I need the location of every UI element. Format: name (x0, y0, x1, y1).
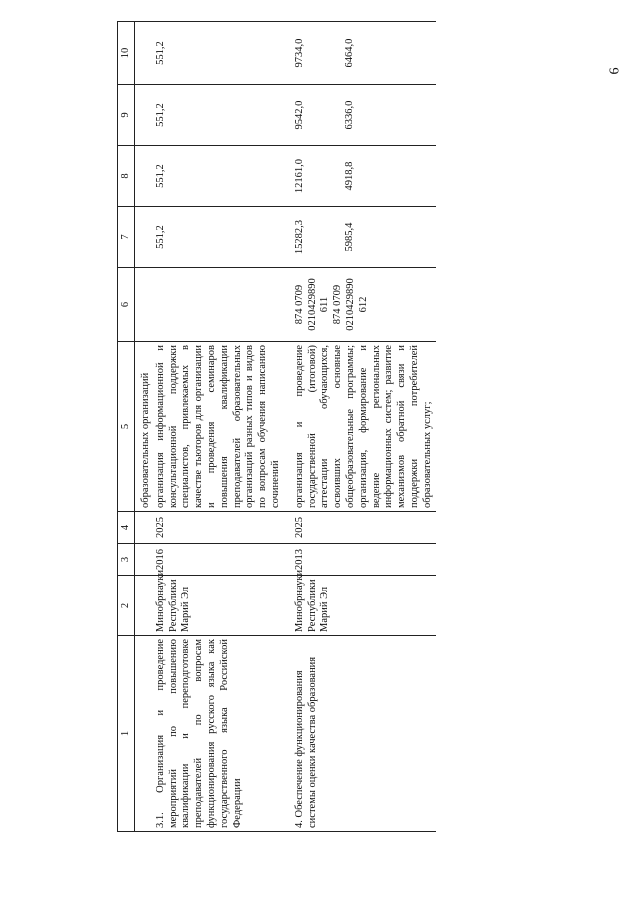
end-year-cell: 2025 (293, 512, 436, 544)
value-cell (293, 22, 436, 85)
value-spacer (307, 149, 344, 203)
value-cell (293, 207, 436, 268)
column-header: 9 (118, 85, 135, 146)
table-row (293, 22, 436, 832)
start-year-cell: 2013 (293, 544, 436, 576)
description-cell: образовательных организаций (139, 342, 154, 512)
budget-code-line: 612 (357, 296, 369, 313)
rotated-table-wrapper (117, 22, 637, 832)
budget-code-cell (154, 268, 293, 342)
value-line: 551,2 (154, 164, 166, 188)
description-cell: организация и проведение государственной (итоговой) аттестации обучающихся, освоивших основные общеобразовательные программы; организация, формирование и ведение региональных информационных систем; развитие механизмов обратной связи и поддержки потребителей образовательных услуг; (293, 342, 436, 512)
description-cell: организация информационной и консультационной поддержки специалистов, привлекаемых в качестве тьюторов для организации и проведения семинаров повышения квалификации преподавателей образовательных организаций разных типов и видов по вопросам обучения написанию сочинений (154, 342, 293, 512)
budget-code-line: 874 0709 (293, 284, 305, 325)
column-header: 6 (118, 268, 135, 342)
value-cell (293, 146, 436, 207)
start-year-cell: 2016 (154, 544, 293, 576)
executor-cell: Минобрнауки Республики Марий Эл (293, 576, 436, 636)
value-cell (139, 146, 154, 207)
value-line: 9542,0 (293, 100, 305, 130)
value-cell (154, 146, 293, 207)
value-line: 551,2 (154, 41, 166, 65)
budget-code-line: 0210429890 (306, 278, 318, 331)
value-cell (154, 22, 293, 85)
value-cell (293, 85, 436, 146)
page-number: 6 (607, 67, 623, 75)
executor-cell (139, 576, 154, 636)
value-spacer (307, 88, 344, 142)
column-header: 10 (118, 22, 135, 85)
budget-code-cell (293, 268, 436, 342)
value-line: 9734,0 (293, 38, 305, 68)
column-header: 2 (118, 576, 135, 636)
value-line: 12161,0 (293, 158, 305, 194)
value-spacer (307, 210, 344, 264)
start-year-cell (139, 544, 154, 576)
budget-code-line: 611 (319, 296, 331, 313)
value-cell (154, 207, 293, 268)
executor-cell: Минобрнауки Республики Марий Эл (154, 576, 293, 636)
end-year-cell (139, 512, 154, 544)
value-line: 5985,4 (343, 222, 355, 252)
header-row (118, 22, 135, 832)
measure-name-cell (139, 636, 154, 832)
value-line: 4918,8 (343, 161, 355, 191)
budget-measures-table (117, 21, 436, 832)
value-line: 6464,0 (343, 38, 355, 68)
value-spacer (307, 25, 344, 81)
value-cell (139, 207, 154, 268)
budget-code-line: 0210429890 (344, 278, 356, 331)
column-header: 7 (118, 207, 135, 268)
budget-code-line: 874 0709 (332, 284, 344, 325)
table-row (139, 22, 154, 832)
value-line: 15282,3 (293, 219, 305, 255)
column-header: 3 (118, 544, 135, 576)
value-cell (139, 22, 154, 85)
column-header: 5 (118, 342, 135, 512)
value-line: 551,2 (154, 103, 166, 127)
value-line: 6336,0 (343, 100, 355, 130)
value-line: 551,2 (154, 225, 166, 249)
value-cell (154, 85, 293, 146)
table-row (154, 22, 293, 832)
column-header: 1 (118, 636, 135, 832)
measure-name-cell: 4. Обеспечение функционирования системы оценки качества образования (293, 636, 436, 832)
end-year-cell: 2025 (154, 512, 293, 544)
value-cell (139, 85, 154, 146)
budget-code-cell (139, 268, 154, 342)
column-header: 4 (118, 512, 135, 544)
column-header: 8 (118, 146, 135, 207)
measure-name-cell: 3.1. Организация и проведение мероприятий по повышению квалификации и переподготовке преподавателей по вопросам функционирования русского языка как государственного языка Российской Федерации (154, 636, 293, 832)
